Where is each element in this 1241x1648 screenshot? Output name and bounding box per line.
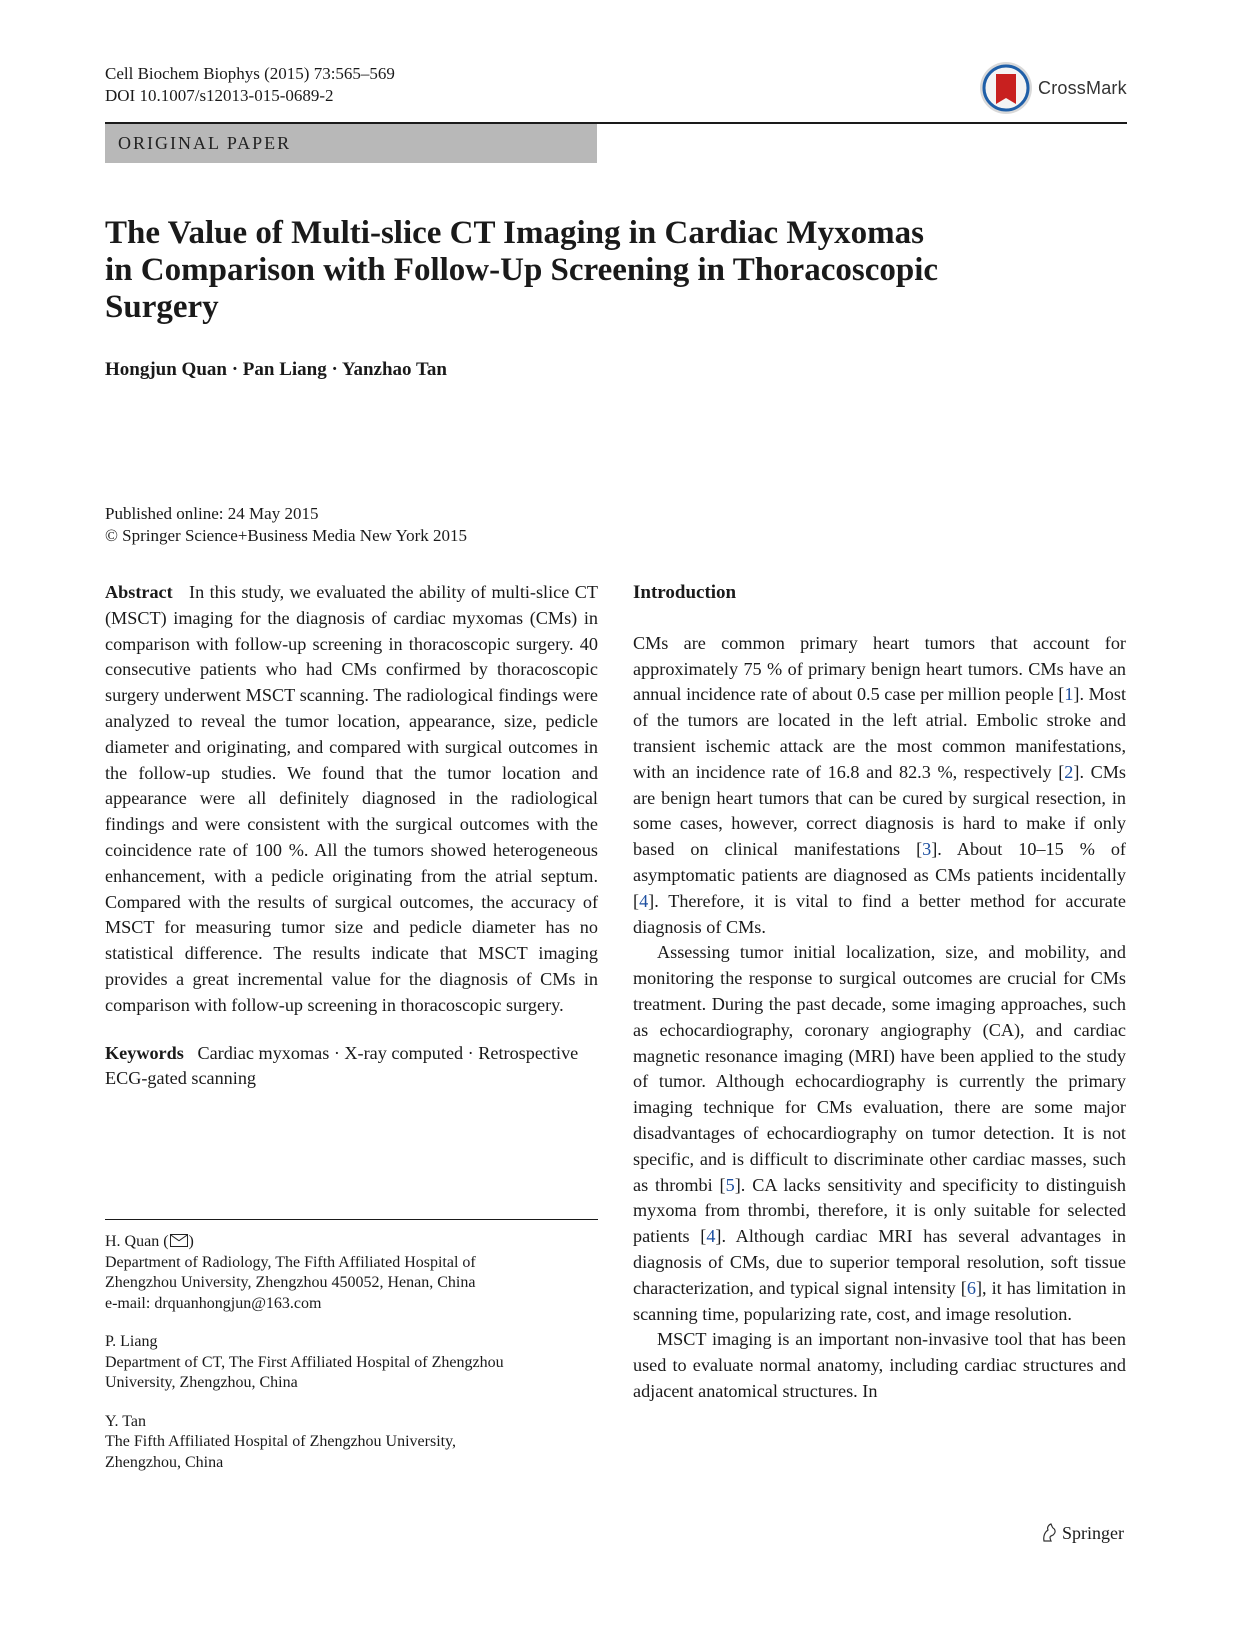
citation-link[interactable]: 5 — [725, 1174, 735, 1195]
citation-link[interactable]: 4 — [706, 1226, 716, 1247]
springer-horse-icon — [1040, 1523, 1058, 1543]
journal-citation: Cell Biochem Biophys (2015) 73:565–569 — [105, 64, 395, 83]
footnote-rule — [105, 1219, 598, 1220]
affiliation-address: University, Zhengzhou, China — [105, 1374, 298, 1391]
affiliation-dept: Department of CT, The First Affiliated Hospital of Zhengzhou — [105, 1353, 504, 1371]
publication-info — [105, 503, 467, 547]
doi[interactable]: DOI 10.1007/s12013-015-0689-2 — [105, 86, 334, 105]
crossmark-label: CrossMark — [1038, 78, 1127, 98]
intro-paragraph-2: Assessing tumor initial localization, size, and mobility, and monitoring the response to surgical outcomes are crucial for CMs treatment. During the past decade, some imaging approaches, such as echocardiography, coronary angiography (CA), and cardiac magnetic resonance imaging (MRI) have been applied to the study of tumor. Although echocardiography is currently the primary imaging technique for CMs evaluation, there are some major disadvantages of echocardiography on tumor detection. It is not specific, and is difficult to discriminate other cardiac masses, such as thrombi [5]. CA lacks sensitivity and specificity to distinguish myxoma from thrombi, therefore, it is only suitable for selected patients [4]. Although cardiac MRI has several advantages in diagnosis of CMs, due to superior temporal resolution, soft tissue characterization, and typical signal intensity [6], it has limitation in scanning time, popularizing rate, cost, and image resolution. — [633, 942, 1126, 1324]
citation-link[interactable]: 2 — [1064, 761, 1074, 782]
keywords-text: Cardiac myxomas · X-ray computed · Retrospective ECG-gated scanning — [105, 1042, 579, 1089]
affiliation-quan — [105, 1232, 598, 1314]
affiliation-name: P. Liang — [105, 1333, 158, 1350]
left-column — [105, 580, 598, 1092]
abstract-label: Abstract — [105, 582, 173, 602]
envelope-icon — [170, 1234, 188, 1247]
abstract — [105, 580, 598, 1019]
citation-link[interactable]: 3 — [922, 839, 932, 860]
affiliation-tan — [105, 1412, 598, 1474]
citation-link[interactable]: 1 — [1064, 684, 1074, 705]
crossmark-icon — [978, 60, 1034, 116]
citation-link[interactable]: 4 — [639, 890, 649, 911]
affiliation-address: Zhengzhou, China — [105, 1453, 224, 1471]
keywords — [105, 1041, 598, 1093]
title-line: Surgery — [105, 289, 219, 325]
abstract-text: In this study, we evaluated the ability of multi-slice CT (MSCT) imaging for the diagnosis of cardiac myxomas (CMs) in comparison with follow-up screening in thoracoscopic surgery. 40 consecutive patients who had CMs confirmed by thoracoscopic surgery underwent MSCT scanning. The radiological findings were analyzed to reveal the tumor location, appearance, size, pedicle diameter and originating, and compared with surgical outcomes in the follow-up studies. We found that the tumor location and appearance were all definitely diagnosed in the radiological findings and were consistent with the surgical outcomes with the coincidence rate of 100 %. All the tumors showed heterogeneous enhancement, with a pedicle originating from the atrial septum. Compared with the results of surgical outcomes, the accuracy of MSCT for measuring tumor size and pedicle diameter has no statistical difference. The results indicate that MSCT imaging provides a great incremental value for the diagnosis of CMs in comparison with follow-up screening in thoracoscopic surgery. — [105, 582, 598, 1015]
right-column — [633, 580, 1126, 1405]
affiliation-name: Y. Tan — [105, 1412, 146, 1430]
article-type-label: ORIGINAL PAPER — [118, 133, 292, 153]
introduction-heading: Introduction — [633, 582, 737, 603]
affiliation-address: Zhengzhou University, Zhengzhou 450052, Henan, China — [105, 1274, 476, 1291]
publisher-name: Springer — [1062, 1523, 1124, 1543]
title-line: in Comparison with Follow-Up Screening in Thoracoscopic — [105, 252, 939, 288]
citation-link[interactable]: 6 — [966, 1277, 976, 1298]
intro-paragraph-1: CMs are common primary heart tumors that account for approximately 75 % of primary benign heart tumors. CMs have an annual incidence rate of about 0.5 case per million people [1]. Most of the tumors are located in the left atrial. Embolic stroke and transient ischemic attack are the most common manifestations, with an incidence rate of 16.8 and 82.3 %, respectively [2]. CMs are benign heart tumors that can be cured by surgical resection, in some cases, however, correct diagnosis is hard to make if only based on clinical manifestations [3]. About 10–15 % of asymptomatic patients are diagnosed as CMs patients incidentally [4]. Therefore, it is vital to find a better method for accurate diagnosis of CMs. — [633, 632, 1127, 937]
copyright: © Springer Science+Business Media New York 2015 — [105, 526, 467, 545]
publisher-logo — [1040, 1523, 1124, 1544]
title-line: The Value of Multi-slice CT Imaging in Cardiac Myxomas — [105, 215, 924, 251]
affiliations — [105, 1232, 598, 1491]
keywords-label: Keywords — [105, 1042, 184, 1063]
published-date: Published online: 24 May 2015 — [105, 504, 319, 523]
affiliation-email[interactable]: e-mail: drquanhongjun@163.com — [105, 1294, 322, 1312]
affiliation-dept: The Fifth Affiliated Hospital of Zhengzhou University, — [105, 1433, 457, 1450]
intro-paragraph-3: MSCT imaging is an important non-invasive tool that has been used to evaluate normal anatomy, including cardiac structures and adjacent anatomical structures. In — [633, 1329, 1126, 1401]
article-type-band — [105, 124, 597, 163]
author-list: Hongjun Quan · Pan Liang · Yanzhao Tan — [105, 359, 447, 380]
crossmark-badge[interactable] — [978, 60, 1128, 116]
journal-info — [105, 63, 395, 107]
paper-title — [105, 215, 1005, 326]
affiliation-liang — [105, 1332, 598, 1394]
affiliation-dept: Department of Radiology, The Fifth Affiliated Hospital of — [105, 1253, 476, 1271]
affiliation-name: H. Quan ( ) — [105, 1233, 194, 1250]
